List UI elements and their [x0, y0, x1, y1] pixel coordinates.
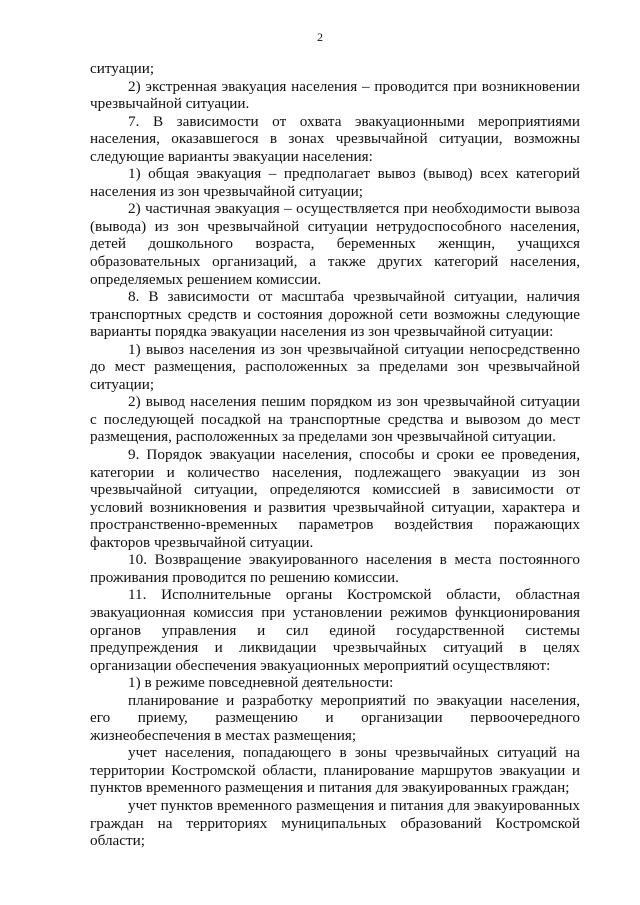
paragraph: 1) вывоз населения из зон чрезвычайной ситуации непосредственно до мест размещения, расположенных за пределами зон чрезвычайной ситуации; — [90, 340, 580, 393]
paragraph: 1) в режиме повседневной деятельности: — [128, 674, 394, 692]
paragraph: ситуации; — [90, 60, 155, 77]
paragraph: планирование и разработку мероприятий по эвакуации населения, его приему, размещению и организации первоочередного жизнеобеспечения в местах размещения; — [90, 691, 580, 744]
paragraph: 2) частичная эвакуация – осуществляется при необходимости вывоза (вывода) из зон чрезвычайной ситуации нетрудоспособного населения, детей дошкольного возраста, беременных женщин, учащихся образовательных организаций, а также других категорий населения, определяемых решением комиссии. — [90, 200, 580, 288]
paragraph: 8. В зависимости от масштаба чрезвычайной ситуации, наличия транспортных средств и состояния дорожной сети возможны следующие варианты порядка эвакуации населения из зон чрезвычайной ситуации: — [90, 288, 580, 341]
paragraph: 10. Возвращение эвакуированного населения в места постоянного проживания проводится по решению комиссии. — [90, 551, 580, 586]
paragraph: 1) общая эвакуация – предполагает вывоз (вывод) всех категорий населения из зон чрезвычайной ситуации; — [90, 165, 580, 200]
paragraph: 7. В зависимости от охвата эвакуационными мероприятиями населения, оказавшегося в зонах чрезвычайной ситуации, возможны следующие варианты эвакуации населения: — [90, 112, 580, 165]
paragraph: учет населения, попадающего в зоны чрезвычайных ситуаций на территории Костромской области, планирование маршрутов эвакуации и пунктов временного размещения и питания для эвакуированных граждан; — [90, 744, 580, 797]
paragraph: учет пунктов временного размещения и питания для эвакуированных граждан на территориях муниципальных образований Костромской области; — [90, 796, 580, 850]
paragraph: 11. Исполнительные органы Костромской области, областная эвакуационная комиссия при установлении режимов функционирования органов управления и сил единой государственной системы предупреждения и ликвидации чрезвычайных ситуаций в целях организации обеспечения эвакуационных мероприятий осуществляют: — [90, 586, 580, 674]
paragraph: 2) экстренная эвакуация населения – проводится при возникновении чрезвычайной ситуации. — [90, 77, 580, 113]
document-body — [90, 60, 580, 850]
page-number: 2 — [317, 30, 323, 44]
paragraph: 2) вывод населения пешим порядком из зон чрезвычайной ситуации с последующей посадкой на транспортные средства и вывозом до мест размещения, расположенных за пределами зон чрезвычайной ситуации. — [90, 393, 580, 446]
paragraph: 9. Порядок эвакуации населения, способы и сроки ее проведения, категории и количество населения, подлежащего эвакуации из зон чрезвычайной ситуации, определяются комиссией в зависимости от условий возникновения и развития чрезвычайной ситуации, характера и пространственно-временных параметров воздействия поражающих факторов чрезвычайной ситуации. — [90, 446, 580, 551]
